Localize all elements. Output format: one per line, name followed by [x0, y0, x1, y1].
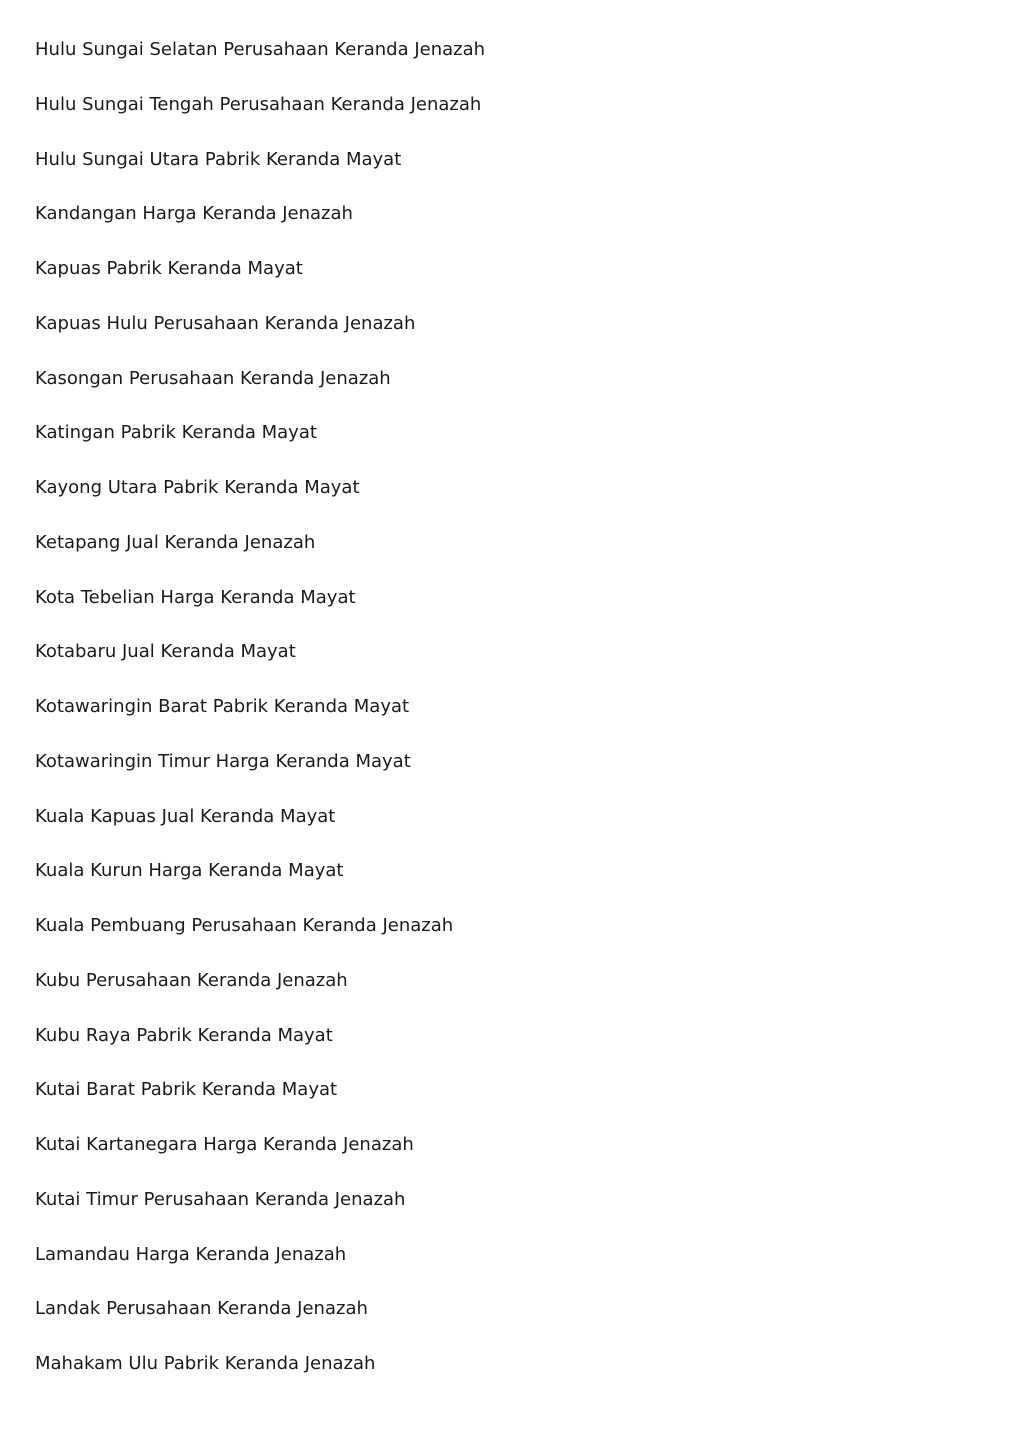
- document-line: Kotabaru Jual Keranda Mayat: [35, 641, 296, 663]
- document-line: Katingan Pabrik Keranda Mayat: [35, 422, 317, 444]
- document-line: Kuala Kurun Harga Keranda Mayat: [35, 860, 344, 882]
- document-line: Ketapang Jual Keranda Jenazah: [35, 531, 316, 553]
- document-line: Kasongan Perusahaan Keranda Jenazah: [35, 367, 391, 389]
- document-line: Hulu Sungai Selatan Perusahaan Keranda Jenazah: [35, 39, 486, 60]
- document-line: Landak Perusahaan Keranda Jenazah: [35, 1298, 368, 1320]
- document-line: Kutai Timur Perusahaan Keranda Jenazah: [35, 1188, 406, 1210]
- document-line: Kotawaringin Timur Harga Keranda Mayat: [35, 750, 411, 772]
- document-line: Kutai Barat Pabrik Keranda Mayat: [35, 1079, 338, 1101]
- document-line: Kubu Perusahaan Keranda Jenazah: [35, 969, 348, 991]
- document-line: Kubu Raya Pabrik Keranda Mayat: [35, 1024, 333, 1046]
- document-line: Hulu Sungai Tengah Perusahaan Keranda Jenazah: [35, 93, 482, 115]
- document-line: Kotawaringin Barat Pabrik Keranda Mayat: [35, 696, 410, 717]
- document-line: Hulu Sungai Utara Pabrik Keranda Mayat: [35, 148, 402, 170]
- document-line: Kapuas Pabrik Keranda Mayat: [35, 258, 303, 279]
- document-line: Mahakam Ulu Pabrik Keranda Jenazah: [35, 1353, 376, 1374]
- document-line: Kayong Utara Pabrik Keranda Mayat: [35, 477, 360, 498]
- document-line: Lamandau Harga Keranda Jenazah: [35, 1243, 347, 1265]
- document-line: Kapuas Hulu Perusahaan Keranda Jenazah: [35, 312, 416, 334]
- document-line-list: [35, 36, 485, 1405]
- document-line: Kandangan Harga Keranda Jenazah: [35, 203, 353, 225]
- document-line: Kota Tebelian Harga Keranda Mayat: [35, 586, 356, 608]
- document-line: Kuala Kapuas Jual Keranda Mayat: [35, 805, 336, 827]
- document-line: Kutai Kartanegara Harga Keranda Jenazah: [35, 1134, 414, 1155]
- document-line: Kuala Pembuang Perusahaan Keranda Jenazah: [35, 915, 454, 936]
